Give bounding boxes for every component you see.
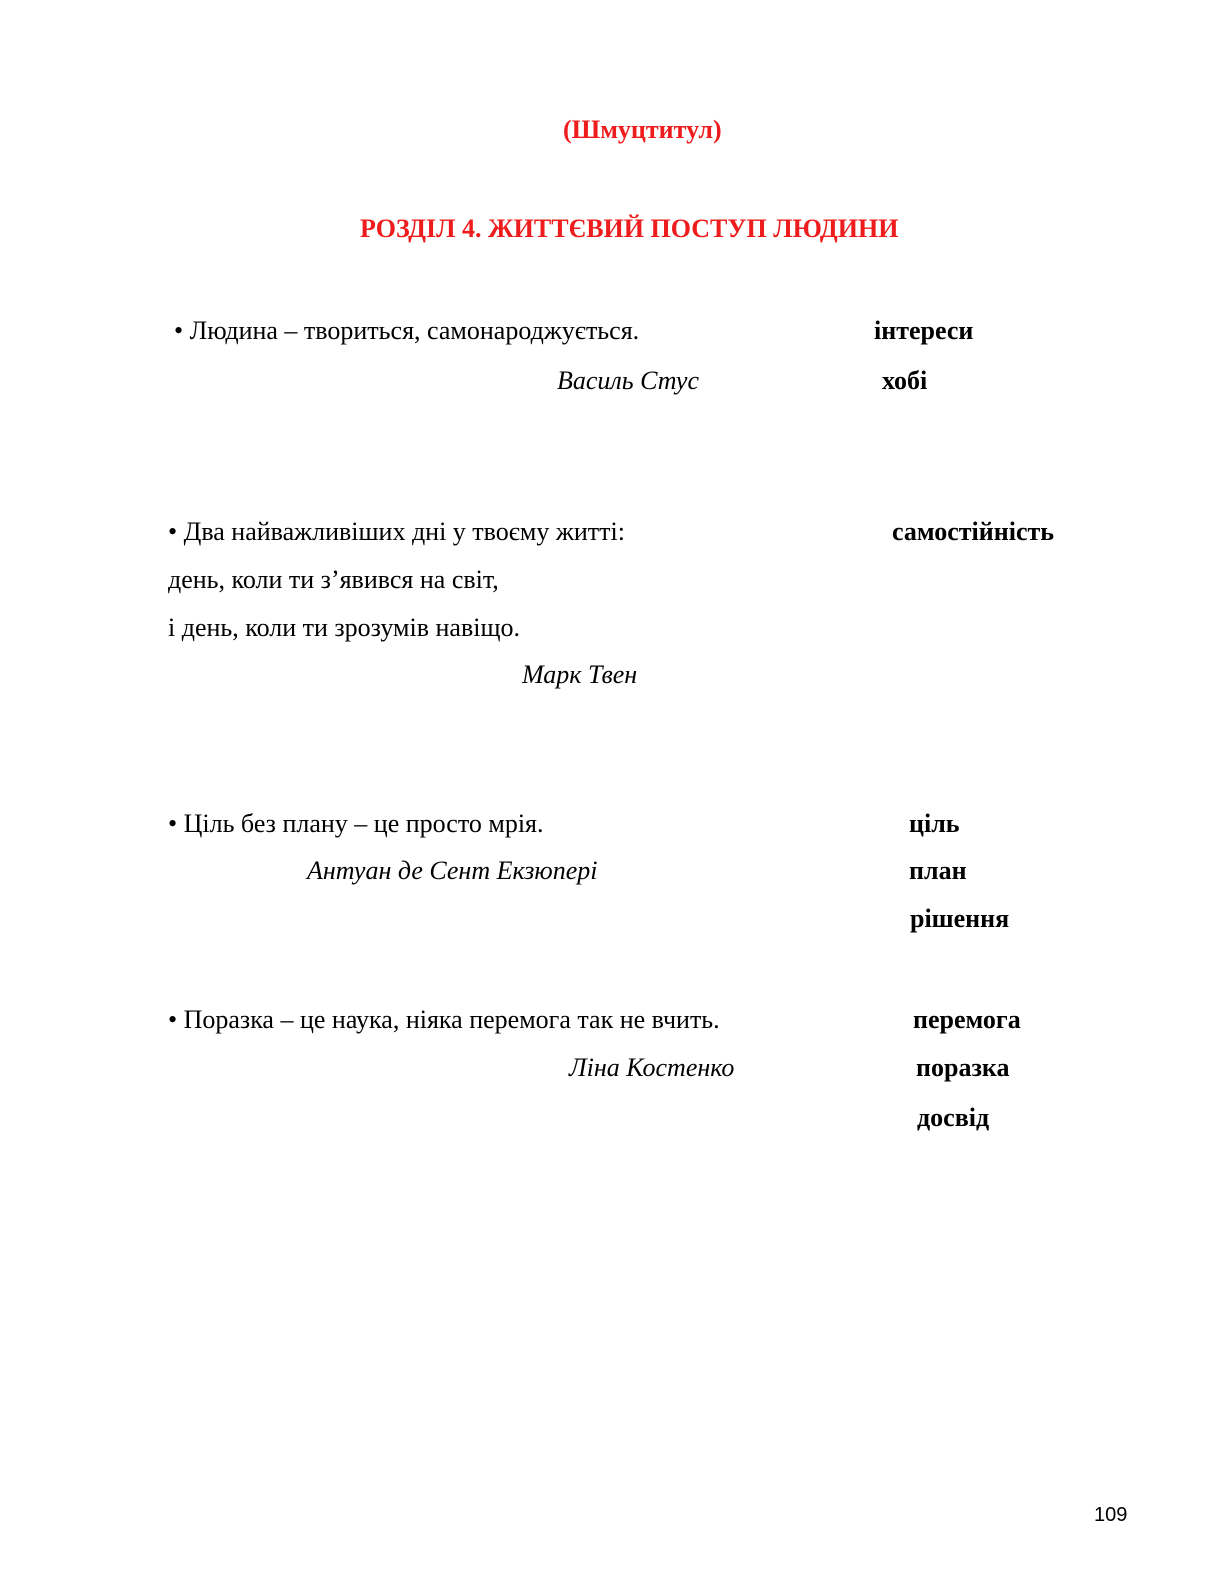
keyword: досвід <box>917 1103 990 1132</box>
section-title: РОЗДІЛ 4. ЖИТТЄВИЙ ПОСТУП ЛЮДИНИ <box>360 214 899 243</box>
keyword: ціль <box>909 809 960 838</box>
keyword: інтереси <box>874 316 974 345</box>
quote-line: • Поразка – це наука, ніяка перемога так не вчить. <box>168 1005 720 1034</box>
half-title-label: (Шмуцтитул) <box>563 115 722 144</box>
keyword: перемога <box>913 1005 1021 1034</box>
page-number: 109 <box>1094 1504 1128 1526</box>
keyword: план <box>909 856 967 885</box>
quote-line: • Ціль без плану – це просто мрія. <box>168 809 544 838</box>
quote-line: • Два найважливіших дні у твоєму житті: <box>168 517 625 546</box>
quote-author: Марк Твен <box>522 660 638 689</box>
quote-line: • Людина – твориться, самонароджується. <box>174 316 640 345</box>
quote-author: Ліна Костенко <box>569 1053 735 1082</box>
keyword: рішення <box>910 904 1010 933</box>
quote-line: день, коли ти з’явився на світ, <box>168 565 499 594</box>
quote-author: Антуан де Сент Екзюпері <box>307 856 598 885</box>
keyword: самостійність <box>892 517 1055 546</box>
keyword: хобі <box>882 366 928 395</box>
quote-line: і день, коли ти зрозумів навіщо. <box>168 613 520 642</box>
quote-author: Василь Стус <box>557 366 700 395</box>
keyword: поразка <box>916 1053 1010 1082</box>
